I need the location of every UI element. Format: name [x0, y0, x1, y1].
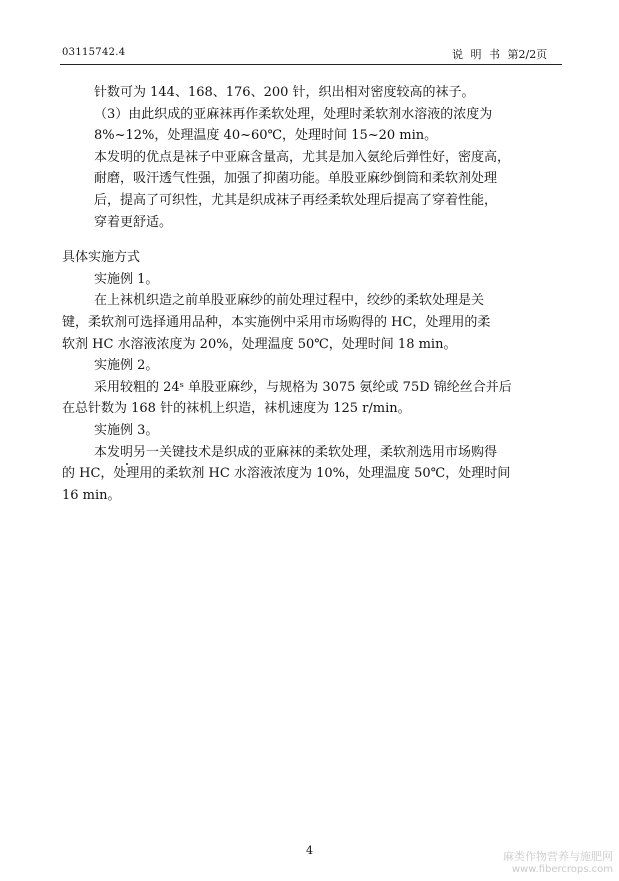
page-number: 4: [306, 844, 313, 857]
text-line: 在总针数为 168 针的袜机上织造，袜机速度为 125 r/min。: [62, 401, 411, 417]
stray-mark: [126, 463, 128, 465]
text-line: 8%~12%，处理温度 40~60℃，处理时间 15~20 min。: [94, 128, 438, 144]
header-char: 说: [452, 48, 463, 61]
header-char: 书: [489, 48, 500, 61]
text-line: 具体实施方式: [62, 250, 141, 266]
document-body: [62, 82, 562, 506]
text-line: 软剂 HC 水溶液浓度为 20%，处理温度 50℃，处理时间 18 min。: [62, 336, 457, 352]
watermark-title: 麻类作物营养与施肥网: [503, 850, 613, 863]
text-line: 的 HC，处理用的柔软剂 HC 水溶液浓度为 10%，处理温度 50℃，处理时间: [62, 466, 511, 482]
text-line: 键，柔软剂可选择通用品种，本实施例中采用市场购得的 HC，处理用的柔: [62, 314, 491, 330]
text-line: 本发明的优点是袜子中亚麻含量高，尤其是加入氨纶后弹性好，密度高，: [94, 149, 511, 165]
watermark: [503, 848, 613, 875]
header-divider: [60, 64, 562, 65]
header-title: [452, 46, 551, 62]
text-line: 本发明另一关键技术是织成的亚麻袜的柔软处理，柔软剂选用市场购得: [94, 444, 498, 460]
header-char: 明: [470, 48, 482, 61]
text-line: 实施例 1。: [94, 271, 159, 287]
text-line: 后，提高了可织性，尤其是织成袜子再经柔软处理后提高了穿着性能，: [94, 192, 498, 208]
page-info: 第2/2页: [507, 48, 548, 61]
watermark-url: www.fibercrops.com: [511, 864, 613, 875]
text-line: 针数可为 144、168、176、200 针，织出相对密度较高的袜子。: [94, 85, 475, 100]
text-line: 在上袜机织造之前单股亚麻纱的前处理过程中，绞纱的柔软处理是关: [94, 293, 485, 309]
text-line: 采用较粗的 24ˢ 单股亚麻纱，与规格为 3075 氨纶或 75D 锦纶丝合并后: [94, 379, 512, 395]
text-line: （3）由此织成的亚麻袜再作柔软处理，处理时柔软剂水溶液的浓度为: [94, 106, 493, 122]
application-number: 03115742.4: [62, 47, 126, 58]
text-line: 耐磨，吸汗透气性强，加强了抑菌功能。单股亚麻纱倒筒和柔软剂处理: [94, 171, 498, 187]
text-line: 16 min。: [62, 487, 121, 503]
paragraph-gap: [62, 233, 562, 247]
text-line: 穿着更舒适。: [94, 214, 173, 230]
text-line: 实施例 3。: [94, 422, 159, 438]
text-line: 实施例 2。: [94, 358, 159, 374]
